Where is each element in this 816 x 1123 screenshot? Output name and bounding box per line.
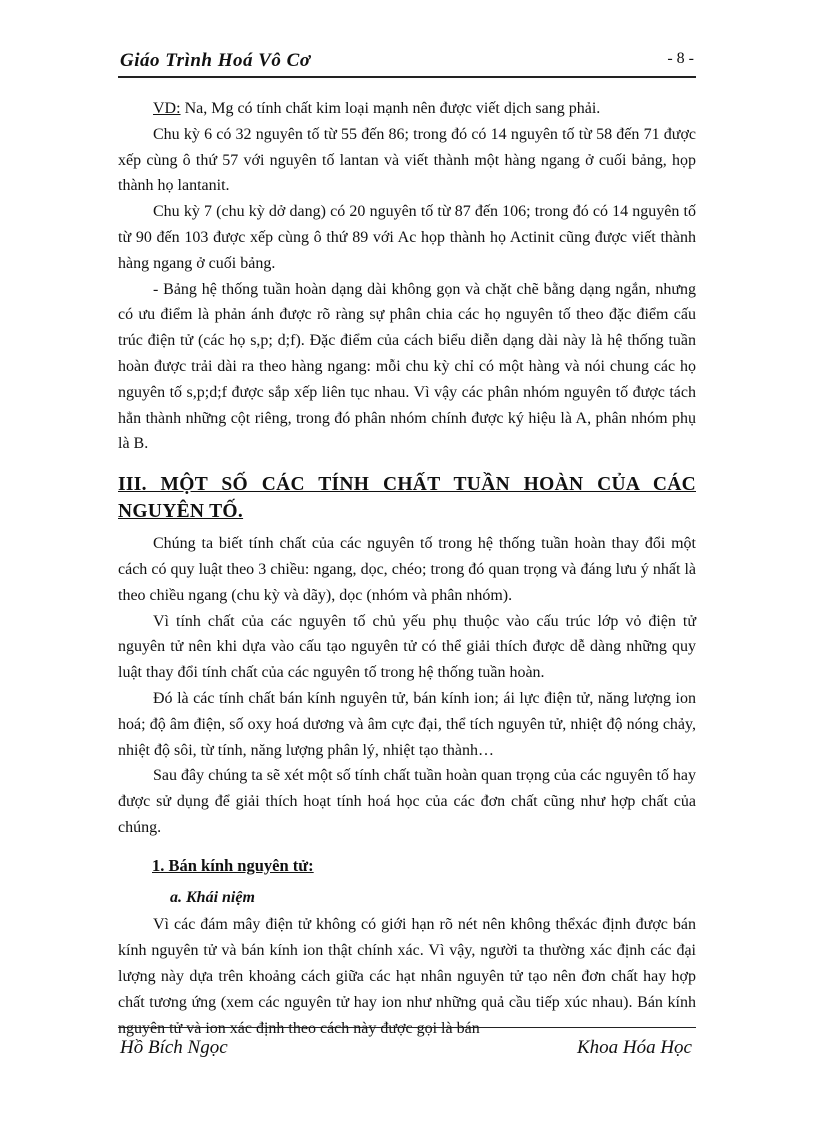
page-content [118, 96, 696, 1041]
page-number: - 8 - [667, 50, 694, 67]
paragraph-long-form-table: - Bảng hệ thống tuần hoàn dạng dài không gọn và chặt chẽ bằng dạng ngắn, nhưng có ưu điểm là phản ánh được rõ ràng sự phân chia các họ nguyên tố theo đặc điểm cấu trúc điện tử (các họ s,p; d;f). Đặc điểm của cách biểu diễn dạng dài này là hệ thống tuần hoàn được trải dài ra theo hàng ngang: mỗi chu kỳ chỉ có một hàng và nói chung các họ nguyên tố s,p;d;f được sắp xếp liên tục nhau. Vì vậy các phân nhóm nguyên tố được tách hẳn thành những cột riêng, trong đó phân nhóm chính được ký hiệu là A, phân nhóm phụ là B. [118, 280, 696, 453]
example-label: VD: [153, 100, 181, 117]
subsubsection-heading: a. Khái niệm [170, 888, 255, 906]
page-footer [118, 1027, 696, 1062]
paragraph-electron-structure: Vì tính chất của các nguyên tố chủ yếu phụ thuộc vào cấu trúc lớp vỏ điện tử nguyên tử nên khi dựa vào cấu tạo nguyên tử có thể giải thích được dễ dàng những quy luật thay đổi tính chất của các nguyên tố trong hệ thống tuần hoàn. [118, 612, 696, 682]
paragraph-period-7: Chu kỳ 7 (chu kỳ dở dang) có 20 nguyên tố từ 87 đến 106; trong đó có 14 nguyên tố từ 90 đến 103 được xếp cùng ô thứ 89 với Ac họp thành họ Actinit cũng được viết thành hàng ngang ở cuối bảng. [118, 203, 696, 272]
example-paragraph [118, 96, 696, 122]
example-text: Na, Mg có tính chất kim loại mạnh nên được viết dịch sang phải. [180, 100, 601, 117]
paragraph-periodic-trends: Chúng ta biết tính chất của các nguyên tố trong hệ thống tuần hoàn thay đổi một cách có quy luật theo 3 chiều: ngang, dọc, chéo; trong đó quan trọng và đáng lưu ý nhất là theo chiều ngang (chu kỳ và dãy), dọc (nhóm và phân nhóm). [118, 535, 696, 604]
page-header [118, 46, 696, 78]
paragraph-introduction: Sau đây chúng ta sẽ xét một số tính chất tuần hoàn quan trọng của các nguyên tố hay được sử dụng để giải thích hoạt tính hoá học của các đơn chất cũng như hợp chất của chúng. [118, 767, 696, 836]
paragraph-atomic-radius: Vì các đám mây điện tử không có giới hạn rõ nét nên không thểxác định được bán kính nguyên tử và bán kính ion thật chính xác. Vì vậy, người ta thường xác định các đại lượng này dựa trên khoảng cách giữa các hạt nhân nguyên tử tạo nên đơn chất hay hợp chất tương ứng (xem các nguyên tử hay ion như những quả cầu tiếp xúc nhau). Bán kính nguyên tử và ion xác định theo cách này được gọi là bán [118, 916, 696, 1037]
header-title: Giáo Trình Hoá Vô Cơ [120, 50, 311, 71]
footer-department: Khoa Hóa Học [576, 1037, 692, 1058]
paragraph-property-list: Đó là các tính chất bán kính nguyên tử, bán kính ion; ái lực điện tử, năng lượng ion hoá; độ âm điện, số oxy hoá dương và âm cực đại, thể tích nguyên tử, nhiệt độ nóng chảy, nhiệt độ sôi, từ tính, năng lượng phân lý, nhiệt tạo thành… [118, 689, 696, 759]
footer-author: Hồ Bích Ngọc [120, 1037, 228, 1058]
section-heading: III. MỘT SỐ CÁC TÍNH CHẤT TUẦN HOÀN CỦA CÁC NGUYÊN TỐ. [118, 474, 696, 523]
subsection-heading: 1. Bán kính nguyên tử: [152, 855, 314, 875]
paragraph-period-6: Chu kỳ 6 có 32 nguyên tố từ 55 đến 86; trong đó có 14 nguyên tố từ 58 đến 71 được xếp cùng ô thứ 57 với nguyên tố lantan và viết thành một hàng ngang ở cuối bảng, họp thành họ lantanit. [118, 125, 696, 195]
